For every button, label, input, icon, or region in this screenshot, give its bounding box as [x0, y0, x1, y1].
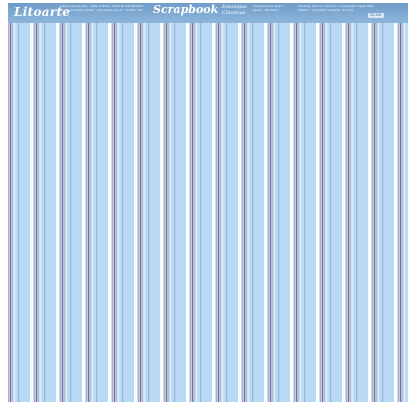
stripe-7-5: [201, 3, 202, 402]
imprint-text: Editora Litoarte Ltda. · Made in Brazil · CNPJ 00.000.000/0001-00 · Reprodução proibida · www.litoarte.com.br · Curitiba - PR: [60, 4, 145, 12]
stripe-15-3: [402, 3, 403, 402]
legal-text: Produto livre de ácido e lignina · Não tóxico: [253, 4, 285, 12]
stripe-11-0: [290, 3, 293, 402]
stripe-14-4: [378, 3, 380, 402]
stripe-11-1: [294, 3, 295, 402]
specs-text: Tamanho: 30,5 cm x 30,5 cm · Composição: Papel Offset 180g/m² · Impressão: Unilateral · 4 Cores: [298, 4, 374, 12]
stripe-0-2: [10, 3, 11, 402]
stripe-10-3: [272, 3, 273, 402]
stripe-8-3: [220, 3, 221, 402]
stripe-6-1: [164, 3, 165, 402]
stripe-3-0: [82, 3, 85, 402]
stripe-6-3: [168, 3, 169, 402]
stripe-11-2: [296, 3, 297, 402]
stripe-5-0: [134, 3, 137, 402]
scrapbook-paper: [8, 3, 408, 402]
stripe-0-3: [12, 3, 13, 402]
stripe-2-3: [64, 3, 65, 402]
stripe-8-2: [218, 3, 219, 402]
stripe-4-2: [114, 3, 115, 402]
stripe-10-4: [274, 3, 276, 402]
stripe-13-0: [342, 3, 345, 402]
stripe-7-4: [196, 3, 198, 402]
stripe-2-5: [71, 3, 72, 402]
stripe-5-3: [142, 3, 143, 402]
stripe-3-1: [86, 3, 87, 402]
product-code: SD-591: [370, 13, 382, 17]
logo-text: Litoarte: [14, 5, 71, 19]
stripe-12-5: [331, 3, 332, 402]
stripe-12-3: [324, 3, 325, 402]
stripe-0-5: [19, 3, 20, 402]
stripe-0-4: [14, 3, 16, 402]
stripe-6-0: [160, 3, 163, 402]
stripe-2-0: [56, 3, 59, 402]
stripe-11-4: [300, 3, 302, 402]
stripe-8-1: [216, 3, 217, 402]
stripe-pattern: [8, 3, 408, 402]
stripe-12-2: [322, 3, 323, 402]
stripe-2-2: [62, 3, 63, 402]
stripe-3-3: [90, 3, 91, 402]
stripe-8-4: [222, 3, 224, 402]
stripe-11-5: [305, 3, 306, 402]
stripe-13-2: [348, 3, 349, 402]
stripe-12-4: [326, 3, 328, 402]
stripe-10-5: [279, 3, 280, 402]
stripe-14-0: [368, 3, 371, 402]
stripe-7-3: [194, 3, 195, 402]
stripe-13-1: [346, 3, 347, 402]
stripe-10-0: [264, 3, 267, 402]
stripe-9-4: [248, 3, 250, 402]
stripe-8-5: [227, 3, 228, 402]
stripe-13-3: [350, 3, 351, 402]
stripe-9-3: [246, 3, 247, 402]
stripe-11-3: [298, 3, 299, 402]
stripe-10-2: [270, 3, 271, 402]
stripe-1-5: [45, 3, 46, 402]
stripe-0-1: [8, 3, 9, 402]
stripe-6-2: [166, 3, 167, 402]
stripe-5-1: [138, 3, 139, 402]
stripe-14-1: [372, 3, 373, 402]
stripe-4-4: [118, 3, 120, 402]
stripe-4-0: [108, 3, 111, 402]
stripe-3-5: [97, 3, 98, 402]
stripe-5-4: [144, 3, 146, 402]
stripe-9-1: [242, 3, 243, 402]
stripe-10-1: [268, 3, 269, 402]
stripe-3-2: [88, 3, 89, 402]
brand-title: Scrapbook: [153, 3, 219, 16]
stripe-14-2: [374, 3, 375, 402]
stripe-4-5: [123, 3, 124, 402]
stripe-2-1: [60, 3, 61, 402]
stripe-2-4: [66, 3, 68, 402]
stripe-8-0: [212, 3, 215, 402]
stripe-15-4: [404, 3, 406, 402]
stripe-6-4: [170, 3, 172, 402]
stripe-14-3: [376, 3, 377, 402]
stripe-15-1: [398, 3, 399, 402]
stripe-7-2: [192, 3, 193, 402]
stripe-4-1: [112, 3, 113, 402]
brand-subtitle: Estampas Clássicas: [222, 4, 247, 16]
stripe-3-4: [92, 3, 94, 402]
stripe-1-4: [40, 3, 42, 402]
stripe-15-0: [394, 3, 397, 402]
stripe-13-4: [352, 3, 354, 402]
stripe-12-0: [316, 3, 319, 402]
stripe-14-5: [383, 3, 384, 402]
stripe-1-1: [34, 3, 35, 402]
stripe-4-3: [116, 3, 117, 402]
stripe-5-5: [149, 3, 150, 402]
stripe-7-0: [186, 3, 189, 402]
stripe-1-2: [36, 3, 37, 402]
stripe-12-1: [320, 3, 321, 402]
stripe-9-2: [244, 3, 245, 402]
stripe-13-5: [357, 3, 358, 402]
stripe-5-2: [140, 3, 141, 402]
stripe-6-5: [175, 3, 176, 402]
stripe-15-2: [400, 3, 401, 402]
stripe-1-3: [38, 3, 39, 402]
stripe-9-0: [238, 3, 241, 402]
header-band: [8, 3, 408, 23]
stripe-9-5: [253, 3, 254, 402]
stripe-7-1: [190, 3, 191, 402]
stripe-1-0: [30, 3, 33, 402]
